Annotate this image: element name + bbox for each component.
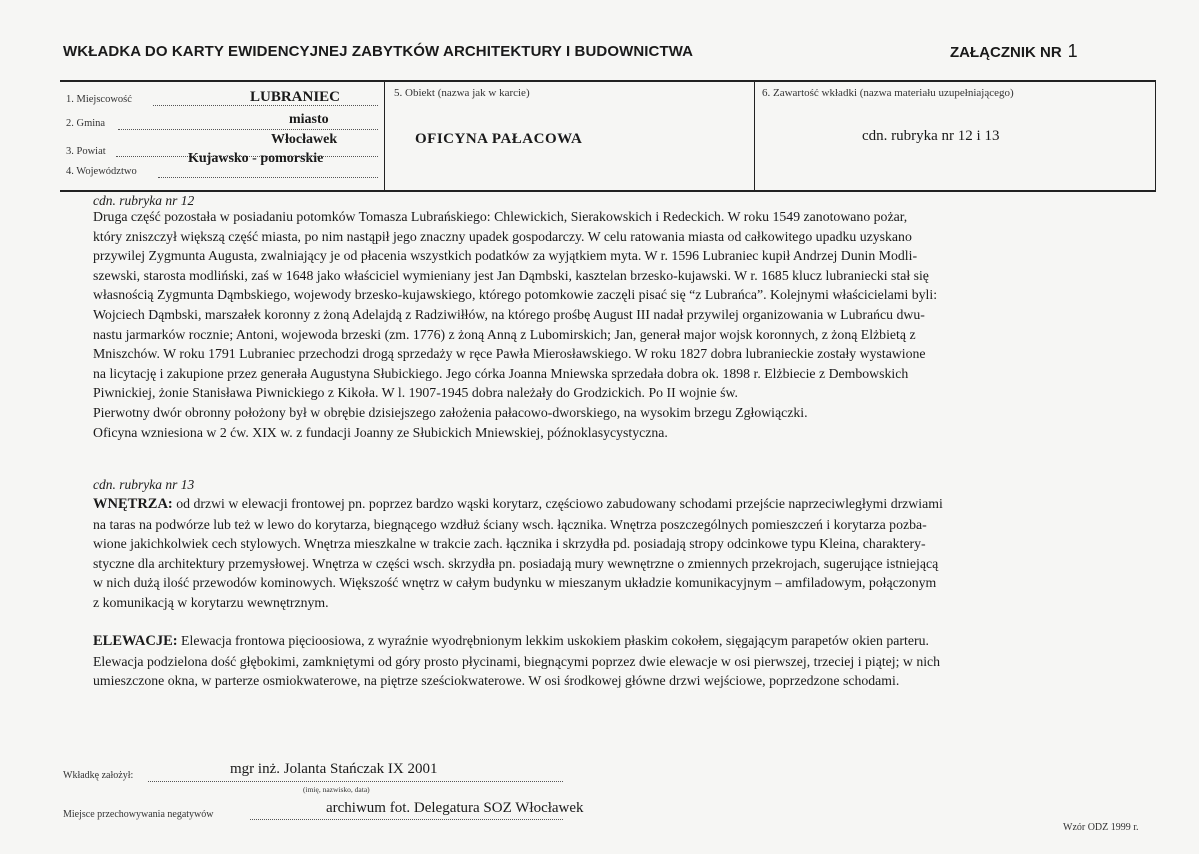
gmina-value: miasto [289, 112, 329, 127]
miejscowosc-label: 1. Miejscowość [66, 94, 132, 105]
miejscowosc-value: LUBRANIEC [250, 89, 341, 105]
column-divider-3 [1155, 80, 1156, 191]
gmina-label: 2. Gmina [66, 118, 106, 129]
column-divider-2 [754, 80, 755, 191]
elewacje-label: ELEWACJE: [93, 633, 178, 649]
section-12-line: Oficyna wzniesiona w 2 ćw. XIX w. z fundacji Joanny ze Słubickich Mniewskiej, późnoklasycystyczna. [93, 424, 668, 440]
wojewodztwo-label: 4. Województwo [66, 166, 137, 177]
author-value: mgr inż. Jolanta Stańczak IX 2001 [230, 761, 438, 777]
attachment-label: ZAŁĄCZNIK NR [950, 44, 1062, 61]
column-divider-1 [384, 80, 385, 191]
wnetrza-line: z komunikacją w korytarzu wewnętrznym. [93, 594, 329, 610]
section-12-line: własnością Zygmunta Dąmbskiego, wojewody brzesko-kujawskiego, którego potomkowie zaczęli pisać się “z Lubrańca”. Kolejnymi właścicielami byli: [93, 287, 938, 303]
section-13-heading: cdn. rubryka nr 13 [93, 477, 195, 492]
section-12-line: Piwnickiej, żonie Stanisława Piwnickiego z Kikoła. W l. 1907-1945 dobra należały do Grodzickich. Po II wojnie św. [93, 385, 738, 401]
wojewodztwo-value: Kujawsko - pomorskie [188, 151, 324, 166]
section-12-heading: cdn. rubryka nr 12 [93, 193, 195, 208]
section-12-line: Druga część pozostała w posiadaniu potomków Tomasza Lubrańskiego: Chlewickich, Sierakowskich i Redeckich. W roku 1549 zanotowano pożar, [93, 209, 908, 224]
wnetrza-paragraph [93, 494, 1145, 613]
elewacje-paragraph [93, 631, 1145, 691]
section-12-line: przywilej Zygmunta Augusta, zwalniający je od płacenia wszystkich podatków za wyjątkiem myta. W r. 1596 Lubraniec kupił Andrzej Dunin Modli- [93, 248, 918, 264]
wnetrza-label: WNĘTRZA: [93, 496, 173, 512]
wnetrza-line: od drzwi w elewacji frontowej pn. poprzez bardzo wąski korytarz, częściowo zabudowany schodami przejście naprzeciwległymi drzwiami [172, 496, 943, 511]
powiat-label: 3. Powiat [66, 146, 106, 157]
wnetrza-line: wione jakichkolwiek cech stylowych. Wnętrza mieszkalne w trakcie zach. łącznika i skrzydła pd. posiadają stropy odcinkowe typu Kleina, charaktery- [93, 536, 926, 552]
attachment-number-label [950, 41, 1078, 62]
header-rule [60, 80, 1156, 82]
fields-bottom-rule [60, 190, 1156, 192]
author-label: Wkładkę założył: [63, 770, 134, 781]
section-12-line: nastu jarmarków rocznie; Antoni, wojewoda brzeski (zm. 1776) z żoną Anną z Lubomirskich; Jan, generał major wojsk koronnych, z żoną Elżbietą z [93, 326, 916, 342]
zawartosc-value: cdn. rubryka nr 12 i 13 [862, 128, 1000, 144]
section-12-line: który zniszczył większą część miasta, po nim nastąpił jego znaczny upadek gospodarczy. W celu ratowania miasta od całkowitego upadku uzyskano [93, 228, 912, 244]
storage-label: Miejsce przechowywania negatywów [63, 809, 214, 820]
section-12-body [93, 207, 1145, 442]
obiekt-value: OFICYNA PAŁACOWA [415, 131, 583, 147]
section-12-line: szewski, starosta modliński, zaś w 1648 jako właściciel wymieniany jest Jan Dąmbski, kasztelan brzesko-kujawski. W r. 1685 klucz lubraniecki stał się [93, 267, 929, 283]
storage-value: archiwum fot. Delegatura SOZ Włocławek [326, 800, 584, 816]
author-dots [148, 781, 563, 782]
author-hint: (imię, nazwisko, data) [303, 785, 370, 794]
elewacje-line: Elewacja frontowa pięcioosiowa, z wyraźnie wyodrębnionym lekkim uskokiem płaskim cokołem, sięgającym parapetów okien parteru. [177, 633, 929, 648]
elewacje-line: umieszczone okna, w parterze osmiokwaterowe, na piętrze sześciokwaterowe. W osi środkowej główne drzwi wejściowe, poprzedzone schodami. [93, 673, 900, 689]
wnetrza-line: styczne dla architektury przemysłowej. Wnętrza w części wsch. skrzydła pn. posiadają mury wewnętrzne o zmiennych przekrojach, sugerujące istniejącą [93, 555, 939, 571]
elewacje-line: Elewacja podzielona dość głębokimi, zamkniętymi od góry prosto płycinami, biegnącymi poprzez dwie elewacje w osi pierwszej, trzeciej i piątej; w nich [93, 653, 941, 669]
wnetrza-line: na taras na podwórze lub też w lewo do korytarza, biegnącego wzdłuż ściany wsch. łącznika. Wnętrza poszczególnych pomieszczeń i korytarza pozba- [93, 516, 927, 532]
section-12-line: Mniszchów. W roku 1791 Lubraniec przechodzi drogą sprzedaży w ręce Pawła Mierosławskiego. W roku 1827 dobra lubranieckie zostały wystawione [93, 346, 926, 362]
powiat-value: Włocławek [271, 132, 338, 147]
wojewodztwo-dots [158, 177, 378, 178]
section-12-line: Pierwotny dwór obronny położony był w obrębie dzisiejszego założenia pałacowo-dworskiego, na wysokim brzegu Zgłowiączki. [93, 404, 808, 420]
form-title: WKŁADKA DO KARTY EWIDENCYJNEJ ZABYTKÓW ARCHITEKTURY I BUDOWNICTWA [63, 43, 694, 60]
storage-dots [250, 819, 563, 820]
form-id: Wzór ODZ 1999 r. [1063, 822, 1139, 833]
obiekt-label: 5. Obiekt (nazwa jak w karcie) [394, 87, 530, 99]
gmina-dots [118, 129, 378, 130]
zawartosc-label: 6. Zawartość wkładki (nazwa materiału uzupełniającego) [762, 87, 1014, 99]
section-12-line: na licytację i zakupione przez generała Augustyna Słubickiego. Jego córka Joanna Mniewska sprzedała dobra ok. 1898 r. Elżbiecie z Dembowskich [93, 365, 909, 381]
section-12-line: Wojciech Dąmbski, marszałek koronny z żoną Adelajdą z Radziwiłłów, na którego prośbę August III nadał przywilej organizowania w Lubrańcu dwu- [93, 306, 925, 322]
attachment-number: 1 [1067, 41, 1078, 61]
wnetrza-line: w nich dużą ilość przewodów kominowych. Większość wnętrz w całym budynku w mieszanym układzie komunikacyjnym – amfiladowym, połączonym [93, 575, 937, 591]
